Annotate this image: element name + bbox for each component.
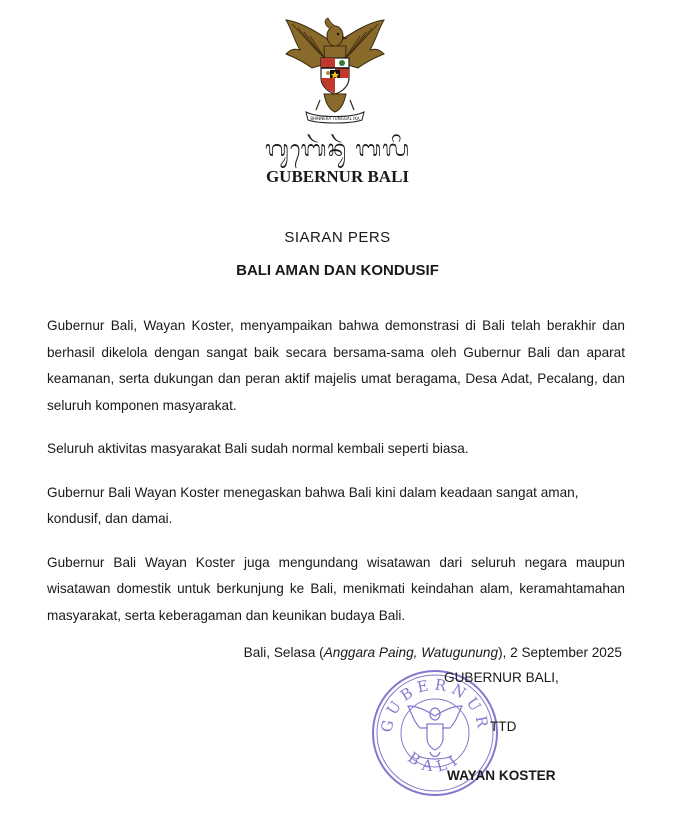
garuda-emblem-icon bbox=[280, 14, 390, 126]
stamp-bottom-text: BALI bbox=[404, 748, 466, 776]
date-prefix: Bali, Selasa ( bbox=[243, 645, 324, 660]
emblem-motto: BHINNEKA TUNGGAL IKA bbox=[310, 116, 360, 121]
body-paragraph: Gubernur Bali, Wayan Koster, menyampaikan bahwa demonstrasi di Bali telah berakhir dan berhasil dikelola dengan sangat baik secara bersama-sama oleh Gubernur Bali dan aparat keamanan, serta dukungan dan peran aktif majelis umat beragama, Desa Adat, Pecalang, dan seluruh komponen masyarakat. bbox=[47, 318, 625, 413]
signatory-name: WAYAN KOSTER bbox=[447, 768, 556, 783]
government-title: GUBERNUR BALI bbox=[265, 167, 410, 186]
body-paragraph: Gubernur Bali Wayan Koster juga mengundang wisatawan dari seluruh negara maupun wisatawan domestik untuk berkunjung ke Bali, menikmati keindahan alam, keramahtamahan masyarakat, serta keberagaman dan keunikan budaya Bali. bbox=[47, 554, 625, 623]
release-body bbox=[47, 313, 625, 646]
balinese-date: Anggara Paing, Watugunung bbox=[323, 645, 499, 660]
body-paragraph: Gubernur Bali Wayan Koster menegaskan bahwa Bali kini dalam keadaan sangat aman, kondusif, dan damai. bbox=[47, 484, 579, 526]
body-paragraph: Seluruh aktivitas masyarakat Bali sudah normal kembali seperti biasa. bbox=[47, 441, 469, 456]
date-line bbox=[160, 645, 622, 660]
signatory-role: GUBERNUR BALI, bbox=[444, 670, 559, 685]
release-label: SIARAN PERS bbox=[284, 229, 391, 246]
date-suffix: ), 2 September 2025 bbox=[498, 645, 622, 660]
release-title: BALI AMAN DAN KONDUSIF bbox=[236, 262, 439, 279]
ttd-mark: TTD bbox=[490, 719, 517, 734]
stamp-top-text: GUBERNUR bbox=[377, 675, 493, 734]
balinese-script-title: ᬕᬸᬩᬾᬃᬦᬸᬃ ᬩᬮᬶ bbox=[264, 137, 411, 162]
